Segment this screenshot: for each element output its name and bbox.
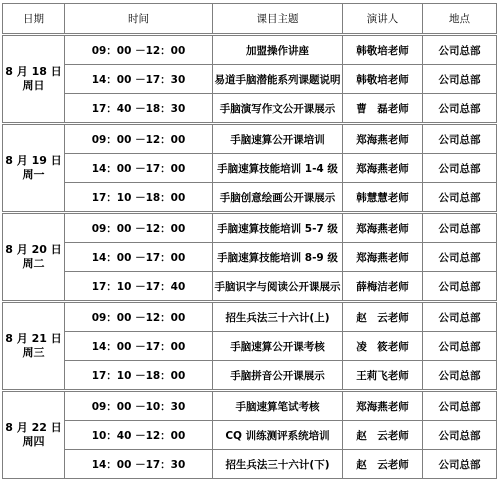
location-cell: 公司总部: [423, 213, 497, 243]
header-location: 地点: [423, 4, 497, 35]
day-weekday: 周日: [22, 79, 45, 92]
speaker-cell: 韩慧慧老师: [343, 183, 423, 213]
header-speaker: 演讲人: [343, 4, 423, 35]
day-date-cell: [3, 391, 65, 479]
time-cell: 14：00 －17：00: [65, 332, 213, 361]
topic-cell: 易道手脑潜能系列课题说明: [213, 65, 343, 94]
schedule-row: [3, 183, 497, 213]
speaker-cell: 赵 云老师: [343, 302, 423, 332]
schedule-row: [3, 94, 497, 124]
day-date: 8 月 21 日: [5, 332, 62, 345]
schedule-row: [3, 332, 497, 361]
location-cell: 公司总部: [423, 391, 497, 421]
location-cell: 公司总部: [423, 94, 497, 124]
topic-cell: 手脑速算笔试考核: [213, 391, 343, 421]
day-date: 8 月 22 日: [5, 421, 62, 434]
speaker-cell: 韩敬培老师: [343, 35, 423, 65]
location-cell: 公司总部: [423, 65, 497, 94]
day-date-cell: [3, 35, 65, 124]
schedule-row: [3, 391, 497, 421]
speaker-cell: 郑海燕老师: [343, 154, 423, 183]
location-cell: 公司总部: [423, 272, 497, 302]
time-cell: 09：00 －12：00: [65, 213, 213, 243]
schedule-row: [3, 35, 497, 65]
schedule-row: [3, 65, 497, 94]
topic-cell: 招生兵法三十六计(下): [213, 450, 343, 479]
location-cell: 公司总部: [423, 35, 497, 65]
location-cell: 公司总部: [423, 302, 497, 332]
day-date: 8 月 19 日: [5, 154, 62, 167]
speaker-cell: 凌 筱老师: [343, 332, 423, 361]
topic-cell: 手脑拼音公开课展示: [213, 361, 343, 391]
day-weekday: 周三: [22, 346, 45, 359]
location-cell: 公司总部: [423, 332, 497, 361]
schedule-row: [3, 213, 497, 243]
topic-cell: 手脑识字与阅读公开课展示: [213, 272, 343, 302]
header-row: [3, 4, 497, 35]
day-date-cell: [3, 124, 65, 213]
schedule-row: [3, 272, 497, 302]
speaker-cell: 韩敬培老师: [343, 65, 423, 94]
schedule-body: [3, 35, 497, 479]
time-cell: 17：40 －18：30: [65, 94, 213, 124]
time-cell: 17：10 －18：00: [65, 361, 213, 391]
location-cell: 公司总部: [423, 361, 497, 391]
location-cell: 公司总部: [423, 421, 497, 450]
time-cell: 14：00 －17：30: [65, 65, 213, 94]
day-weekday: 周二: [22, 257, 45, 270]
header-topic: 课目主题: [213, 4, 343, 35]
day-date-cell: [3, 302, 65, 391]
schedule-row: [3, 302, 497, 332]
location-cell: 公司总部: [423, 124, 497, 154]
speaker-cell: 郑海燕老师: [343, 391, 423, 421]
schedule-row: [3, 450, 497, 479]
time-cell: 17：10 －18：00: [65, 183, 213, 213]
location-cell: 公司总部: [423, 154, 497, 183]
schedule-row: [3, 154, 497, 183]
time-cell: 09：00 －12：00: [65, 302, 213, 332]
location-cell: 公司总部: [423, 243, 497, 272]
time-cell: 14：00 －17：30: [65, 450, 213, 479]
location-cell: 公司总部: [423, 183, 497, 213]
topic-cell: 招生兵法三十六计(上): [213, 302, 343, 332]
topic-cell: CQ 训练测评系统培训: [213, 421, 343, 450]
schedule-row: [3, 421, 497, 450]
speaker-cell: 曹 磊老师: [343, 94, 423, 124]
schedule-table: [2, 3, 497, 479]
topic-cell: 手脑速算公开课考核: [213, 332, 343, 361]
time-cell: 09：00 －12：00: [65, 35, 213, 65]
schedule-row: [3, 124, 497, 154]
time-cell: 14：00 －17：00: [65, 243, 213, 272]
day-date-cell: [3, 213, 65, 302]
speaker-cell: 赵 云老师: [343, 450, 423, 479]
schedule-row: [3, 361, 497, 391]
speaker-cell: 王莉飞老师: [343, 361, 423, 391]
speaker-cell: 郑海燕老师: [343, 124, 423, 154]
location-cell: 公司总部: [423, 450, 497, 479]
topic-cell: 手脑速算技能培训 5-7 级: [213, 213, 343, 243]
topic-cell: 手脑速算公开课培训: [213, 124, 343, 154]
schedule-sheet: [2, 3, 496, 474]
topic-cell: 手脑速算技能培训 8-9 级: [213, 243, 343, 272]
time-cell: 09：00 －10：30: [65, 391, 213, 421]
speaker-cell: 郑海燕老师: [343, 213, 423, 243]
day-weekday: 周一: [22, 168, 45, 181]
time-cell: 17：10 －17：40: [65, 272, 213, 302]
time-cell: 09：00 －12：00: [65, 124, 213, 154]
header-date: 日期: [3, 4, 65, 35]
day-date: 8 月 20 日: [5, 243, 62, 256]
time-cell: 14：00 －17：00: [65, 154, 213, 183]
schedule-row: [3, 243, 497, 272]
topic-cell: 手脑速算技能培训 1-4 级: [213, 154, 343, 183]
day-weekday: 周四: [22, 435, 45, 448]
speaker-cell: 郑海燕老师: [343, 243, 423, 272]
day-date: 8 月 18 日: [5, 65, 62, 78]
speaker-cell: 赵 云老师: [343, 421, 423, 450]
topic-cell: 手脑演写作文公开课展示: [213, 94, 343, 124]
speaker-cell: 薛梅洁老师: [343, 272, 423, 302]
topic-cell: 加盟操作讲座: [213, 35, 343, 65]
time-cell: 10：40 －12：00: [65, 421, 213, 450]
topic-cell: 手脑创意绘画公开课展示: [213, 183, 343, 213]
header-time: 时间: [65, 4, 213, 35]
